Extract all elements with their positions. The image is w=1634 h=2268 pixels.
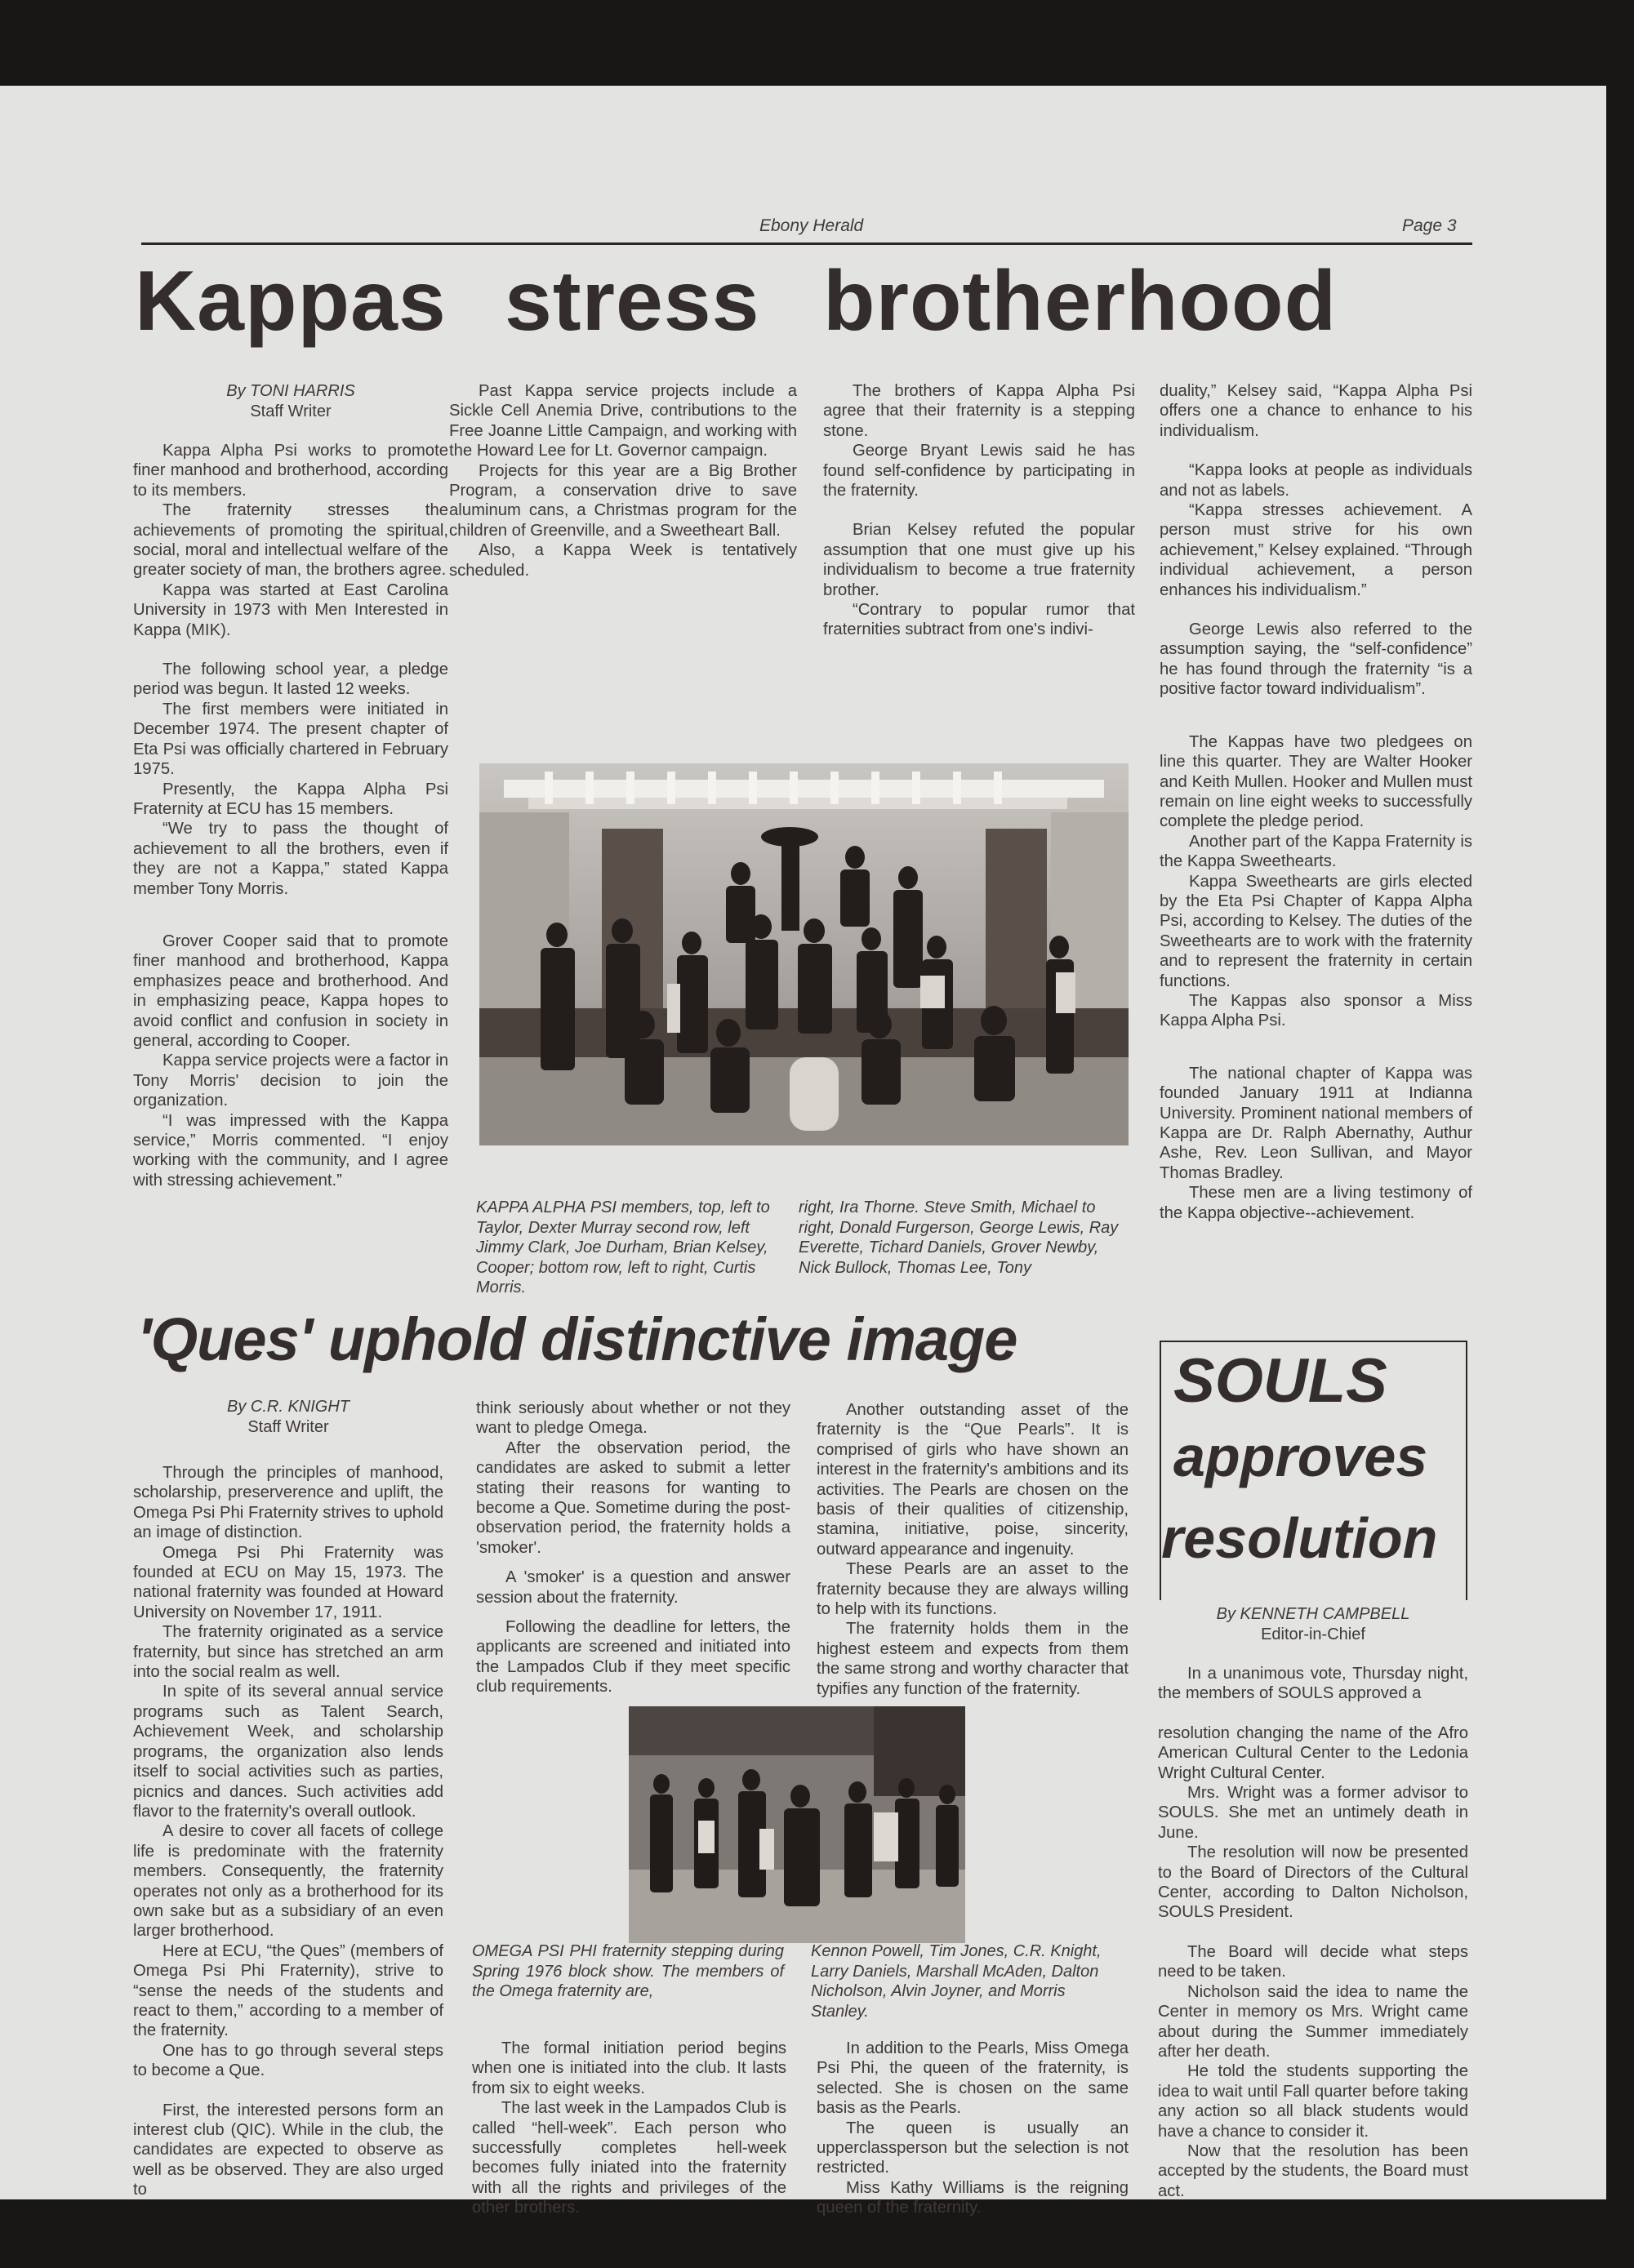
paragraph: The national chapter of Kappa was founded January 1911 at Indianna University. Prominent national members of Kappa are Dr. Ralph Abernathy, Authur Ashe, Rev. Leon Sullivan, and Mayor Thomas Bradley. bbox=[1160, 1064, 1472, 1182]
paragraph: George Bryant Lewis said he has found self-confidence by participating in the fraternity. bbox=[823, 442, 1135, 500]
paragraph: Kappa was started at East Carolina University in 1973 with Men Interested in Kappa (MIK). bbox=[133, 580, 448, 639]
paragraph: The Kappas have two pledgees on line this quarter. They are Walter Hooker and Keith Mullen. Hooker and Mullen must remain on line eight weeks to successfully complete the pledge period. bbox=[1160, 732, 1472, 831]
paragraph: The brothers of Kappa Alpha Psi agree that their fraternity is a stepping stone. bbox=[823, 382, 1135, 440]
publication-name: Ebony Herald bbox=[759, 216, 864, 235]
paragraph: The formal initiation period begins when one is initiated into the club. It lasts from six to eight weeks. bbox=[472, 2039, 786, 2097]
paragraph: “Kappa stresses achievement. A person must strive for his own achievement,” Kelsey explained. “Through individual achievement, a person enhances his individualism.” bbox=[1160, 501, 1472, 599]
headline-word-1: Kappas bbox=[135, 254, 447, 349]
paragraph: Mrs. Wright was a former advisor to SOULS. She met an untimely death in June. bbox=[1158, 1784, 1468, 1842]
omega-photo-caption-right: Kennon Powell, Tim Jones, C.R. Knight, Larry Daniels, Marshall McAden, Dalton Nicholson, Alvin Joyner, and Morris Stanley. bbox=[811, 1942, 1102, 2021]
ques-author: By C.R. KNIGHT bbox=[226, 1398, 350, 1416]
paragraph: Grover Cooper said that to promote finer manhood and brotherhood, Kappa emphasizes peace and brotherhood. And in emphasizing peace, Kappa hopes to avoid conflict and confusion in society in general, according to Cooper. bbox=[133, 932, 448, 1050]
paragraph: A 'smoker' is a question and answer session about the fraternity. bbox=[476, 1568, 790, 1607]
paragraph: These men are a living testimony of the Kappa objective--achievement. bbox=[1160, 1184, 1472, 1222]
paragraph: Nicholson said the idea to name the Center in memory os Mrs. Wright came about during the Summer immediately after her death. bbox=[1158, 1982, 1468, 2061]
kappa-photo-caption-left: KAPPA ALPHA PSI members, top, left to Taylor, Dexter Murray second row, left Jimmy Clark, Joe Durham, Brian Kelsey, Cooper; bottom row, left to right, Curtis Morris. bbox=[476, 1198, 770, 1296]
paragraph: In a unanimous vote, Thursday night, the members of SOULS approved a bbox=[1158, 1665, 1468, 1703]
souls-headline-line-2: approves bbox=[1173, 1425, 1428, 1488]
paragraph: The fraternity originated as a service fraternity, but since has stretched an arm into the social realm as well. bbox=[133, 1623, 443, 1682]
paragraph: “I was impressed with the Kappa service,” Morris commented. “I enjoy working with the community, and I agree with stressing achievement.” bbox=[133, 1111, 448, 1190]
paragraph: Projects for this year are a Big Brother Program, a conservation drive to save aluminum cans, a Christmas program for the children of Greenville, and a Sweetheart Ball. bbox=[449, 461, 797, 540]
ques-column-3-bottom bbox=[817, 2039, 1129, 2218]
paragraph: Another part of the Kappa Fraternity is the Kappa Sweethearts. bbox=[1160, 832, 1472, 871]
paragraph: The resolution will now be presented to the Board of Directors of the Cultural Center, according to Dalton Nicholson, SOULS President. bbox=[1158, 1843, 1468, 1922]
kappa-column-2 bbox=[449, 381, 797, 580]
paragraph: Through the principles of manhood, scholarship, preserverence and uplift, the Omega Psi Phi Fraternity strives to uphold an image of distinction. bbox=[133, 1464, 443, 1542]
paragraph: duality,” Kelsey said, “Kappa Alpha Psi offers one a chance to enhance to his individualism. bbox=[1160, 382, 1472, 440]
paragraph: “Kappa looks at people as individuals and not as labels. bbox=[1160, 461, 1472, 500]
souls-byline bbox=[1158, 1604, 1468, 1644]
ques-author-title: Staff Writer bbox=[247, 1417, 329, 1436]
kappa-photo-caption-right: right, Ira Thorne. Steve Smith, Michael to right, Donald Furgerson, George Lewis, Ray Everette, Tichard Daniels, Grover Newby, Nick Bullock, Thomas Lee, Tony bbox=[799, 1198, 1119, 1277]
paragraph: The queen is usually an upperclassperson but the selection is not restricted. bbox=[817, 2119, 1129, 2177]
souls-author: By KENNETH CAMPBELL bbox=[1216, 1605, 1410, 1623]
paragraph: One has to go through several steps to become a Que. bbox=[133, 2041, 443, 2080]
paragraph: Omega Psi Phi Fraternity was founded at ECU on May 15, 1973. The national fraternity was founded at Howard University on November 17, 1911. bbox=[133, 1543, 443, 1621]
paragraph: Another outstanding asset of the fraternity is the “Que Pearls”. It is comprised of girls who have shown an interest in the fraternity's ambitions and its activities. The Pearls are chosen on the basis of their qualities of citizenship, stamina, initiative, poise, sincerity, outward appearance and ingenuity. bbox=[817, 1401, 1129, 1559]
paragraph: Kappa Alpha Psi works to promote finer manhood and brotherhood, according to its members. bbox=[133, 442, 448, 500]
souls-headline-box bbox=[1160, 1341, 1467, 1600]
paragraph: The following school year, a pledge period was begun. It lasted 12 weeks. bbox=[133, 660, 448, 699]
souls-author-title: Editor-in-Chief bbox=[1261, 1625, 1365, 1643]
paragraph: Now that the resolution has been accepted by the students, the Board must act. bbox=[1158, 2141, 1468, 2200]
omega-photo-caption-left: OMEGA PSI PHI fraternity stepping during Spring 1976 block show. The members of the Omega fraternity are, bbox=[472, 1942, 784, 2000]
paragraph: A desire to cover all facets of college life is predominate with the fraternity members. Consequently, the fraternity operates not only as a brotherhood for its own sake but as a subsidiary of an even larger brotherhood. bbox=[133, 1822, 443, 1941]
paragraph: The first members were initiated in December 1974. The present chapter of Eta Psi was officially chartered in February 1975. bbox=[133, 700, 448, 779]
paragraph: The last week in the Lampados Club is called “hell-week”. Each person who successfully completes hell-week becomes fully iniated into the fraternity with all the rights and privileges of the other brothers. bbox=[472, 2099, 786, 2217]
kappa-column-1 bbox=[133, 381, 448, 1190]
paragraph: Also, a Kappa Week is tentatively scheduled. bbox=[449, 541, 797, 580]
ques-byline bbox=[133, 1397, 443, 1437]
paragraph: These Pearls are an asset to the fraternity because they are always willing to help with its functions. bbox=[817, 1560, 1129, 1619]
paragraph: Kappa service projects were a factor in Tony Morris' decision to join the organization. bbox=[133, 1052, 448, 1110]
page-number: Page 3 bbox=[1402, 216, 1457, 235]
paragraph: Brian Kelsey refuted the popular assumption that one must give up his individualism to become a true fraternity brother. bbox=[823, 521, 1135, 599]
paragraph: The fraternity stresses the achievements of promoting the spiritual, social, moral and intellectual welfare of the greater society of man, the brothers agree. bbox=[133, 501, 448, 580]
headline-word-3: brotherhood bbox=[823, 254, 1338, 349]
kappa-author-title: Staff Writer bbox=[250, 402, 332, 420]
kappa-column-3 bbox=[823, 381, 1135, 640]
paragraph: In addition to the Pearls, Miss Omega Psi Phi, the queen of the fraternity, is selected. She is chosen on the same basis as the Pearls. bbox=[817, 2039, 1129, 2118]
paragraph: “We try to pass the thought of achievement to all the brothers, even if they are not a Kappa,” stated Kappa member Tony Morris. bbox=[133, 820, 448, 898]
paragraph: George Lewis also referred to the assumption saying, the “self-confidence” he has found through the fraternity “is a positive factor toward individualism”. bbox=[1160, 620, 1472, 699]
headline-word-2: stress bbox=[505, 254, 760, 349]
paragraph: The Board will decide what steps need to be taken. bbox=[1158, 1942, 1468, 1981]
paragraph: In spite of its several annual service programs such as Talent Search, Achievement Week, and scholarship programs, the organization also lends itself to social activities such as parties, picnics and dances. Such activities add flavor to the fraternity's overall outlook. bbox=[133, 1683, 443, 1821]
ques-column-2-bottom bbox=[472, 2039, 786, 2218]
kappa-column-4 bbox=[1160, 381, 1472, 1223]
souls-headline-line-3: resolution bbox=[1161, 1506, 1438, 1570]
souls-column bbox=[1158, 1604, 1468, 2201]
photo-illustration bbox=[629, 1706, 965, 1943]
ques-column-3 bbox=[817, 1400, 1129, 1699]
photo-illustration bbox=[479, 763, 1129, 1145]
headline-ques: 'Ques' uphold distinctive image bbox=[137, 1305, 1017, 1373]
souls-headline-line-1: SOULS bbox=[1173, 1346, 1387, 1416]
paragraph: Here at ECU, “the Ques” (members of Omega Psi Phi Fraternity), strive to “sense the needs of the students and react to them,” according to a member of the fraternity. bbox=[133, 1941, 443, 2040]
paragraph: “Contrary to popular rumor that fraternities subtract from one's indivi- bbox=[823, 601, 1135, 639]
ques-column-1 bbox=[133, 1397, 443, 2200]
paragraph: Following the deadline for letters, the applicants are screened and initiated into the Lampados Club if they meet specific club requirements. bbox=[476, 1618, 790, 1697]
newspaper-page bbox=[0, 86, 1606, 2217]
paragraph: Presently, the Kappa Alpha Psi Fraternity at ECU has 15 members. bbox=[133, 780, 448, 818]
omega-photo bbox=[629, 1706, 965, 1943]
ques-column-2 bbox=[476, 1399, 790, 1697]
masthead-rule bbox=[141, 242, 1472, 245]
paragraph: resolution changing the name of the Afro American Cultural Center to the Ledonia Wright Cultural Center. bbox=[1158, 1723, 1468, 1782]
paragraph: First, the interested persons form an interest club (QIC). While in the club, the candidates are expected to observe as well as be observed. They are also urged to bbox=[133, 2101, 443, 2199]
kappa-group-photo bbox=[479, 763, 1129, 1145]
paragraph: The fraternity holds them in the highest esteem and expects from them the same strong and worthy character that typifies any function of the fraternity. bbox=[817, 1620, 1129, 1698]
paragraph: Past Kappa service projects include a Sickle Cell Anemia Drive, contributions to the Free Joanne Little Campaign, and working with the Howard Lee for Lt. Governor campaign. bbox=[449, 382, 797, 460]
paragraph: think seriously about whether or not they want to pledge Omega. bbox=[476, 1399, 790, 1438]
kappa-author: By TONI HARRIS bbox=[226, 382, 355, 400]
paragraph: The Kappas also sponsor a Miss Kappa Alpha Psi. bbox=[1160, 991, 1472, 1030]
paragraph: Miss Kathy Williams is the reigning queen of the fraternity. bbox=[817, 2178, 1129, 2217]
paragraph: He told the students supporting the idea to wait until Fall quarter before taking any action so all black students would have a chance to consider it. bbox=[1158, 2062, 1468, 2141]
paragraph: Kappa Sweethearts are girls elected by the Eta Psi Chapter of Kappa Alpha Psi, according to Kelsey. The duties of the Sweethearts are to work with the fraternity and to represent the fraternity in certain functions. bbox=[1160, 872, 1472, 990]
kappa-byline bbox=[133, 381, 448, 421]
paragraph: After the observation period, the candidates are asked to submit a letter stating their reasons for wanting to become a Que. Sometime during the post-observation period, the fraternity holds a 'smoker'. bbox=[476, 1439, 790, 1557]
